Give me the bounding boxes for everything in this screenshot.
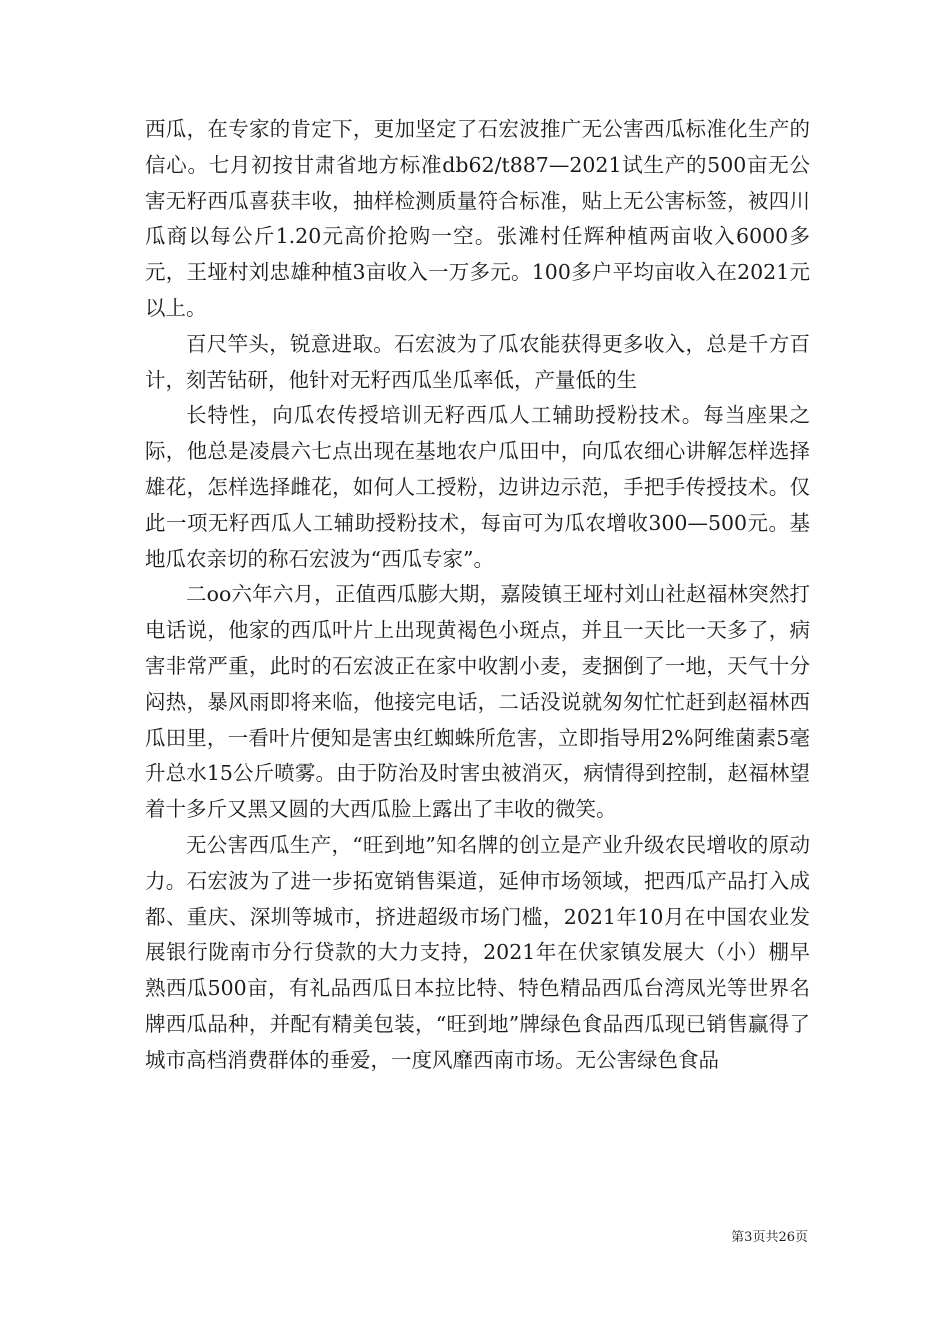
document-body bbox=[145, 112, 810, 1079]
paragraph-3: 长特性，向瓜农传授培训无籽西瓜人工辅助授粉技术。每当座果之际，他总是凌晨六七点出现在基地农户瓜田中，向瓜农细心讲解怎样选择雄花，怎样选择雌花，如何人工授粉，边讲边示范，手把手传授技术。仅此一项无籽西瓜人工辅助授粉技术，每亩可为瓜农增收300—500元。基地瓜农亲切的称石宏波为“西瓜专家”。 bbox=[145, 403, 810, 571]
paragraph-1: 西瓜，在专家的肯定下，更加坚定了石宏波推广无公害西瓜标准化生产的信心。七月初按甘肃省地方标准db62/t887—2021试生产的500亩无公害无籽西瓜喜获丰收，抽样检测质量符合标准，贴上无公害标签，被四川瓜商以每公斤1.20元高价抢购一空。张滩村任辉种植两亩收入6000多元，王垭村刘忠雄种植3亩收入一万多元。100多户平均亩收入在2021元以上。 bbox=[145, 117, 810, 320]
page-number-footer: 第3页共26页 bbox=[731, 1230, 808, 1245]
paragraph-5: 无公害西瓜生产，“旺到地”知名牌的创立是产业升级农民增收的原动力。石宏波为了进一步拓宽销售渠道，延伸市场领域，把西瓜产品打入成都、重庆、深圳等城市，挤进超级市场门槛，2021年10月在中国农业发展银行陇南市分行贷款的大力支持，2021年在伏家镇发展大（小）棚早熟西瓜500亩，有礼品西瓜日本拉比特、特色精品西瓜台湾凤光等世界名牌西瓜品种，并配有精美包装，“旺到地”牌绿色食品西瓜现已销售赢得了城市高档消费群体的垂爱，一度风靡西南市场。无公害绿色食品 bbox=[145, 832, 810, 1072]
paragraph-2: 百尺竿头，锐意进取。石宏波为了瓜农能获得更多收入，总是千方百计，刻苦钻研，他针对无籽西瓜坐瓜率低，产量低的生 bbox=[145, 331, 810, 392]
paragraph-4: 二oo六年六月，正值西瓜膨大期，嘉陵镇王垭村刘山社赵福林突然打电话说，他家的西瓜叶片上出现黄褐色小斑点，并且一天比一天多了，病害非常严重，此时的石宏波正在家中收割小麦，麦捆倒了一地，天气十分闷热，暴风雨即将来临，他接完电话，二话没说就匆匆忙忙赶到赵福林西瓜田里，一看叶片便知是害虫红蜘蛛所危害，立即指导用2%阿维菌素5毫升总水15公斤喷雾。由于防治及时害虫被消灭，病情得到控制，赵福林望着十多斤又黑又圆的大西瓜脸上露出了丰收的微笑。 bbox=[145, 582, 810, 822]
